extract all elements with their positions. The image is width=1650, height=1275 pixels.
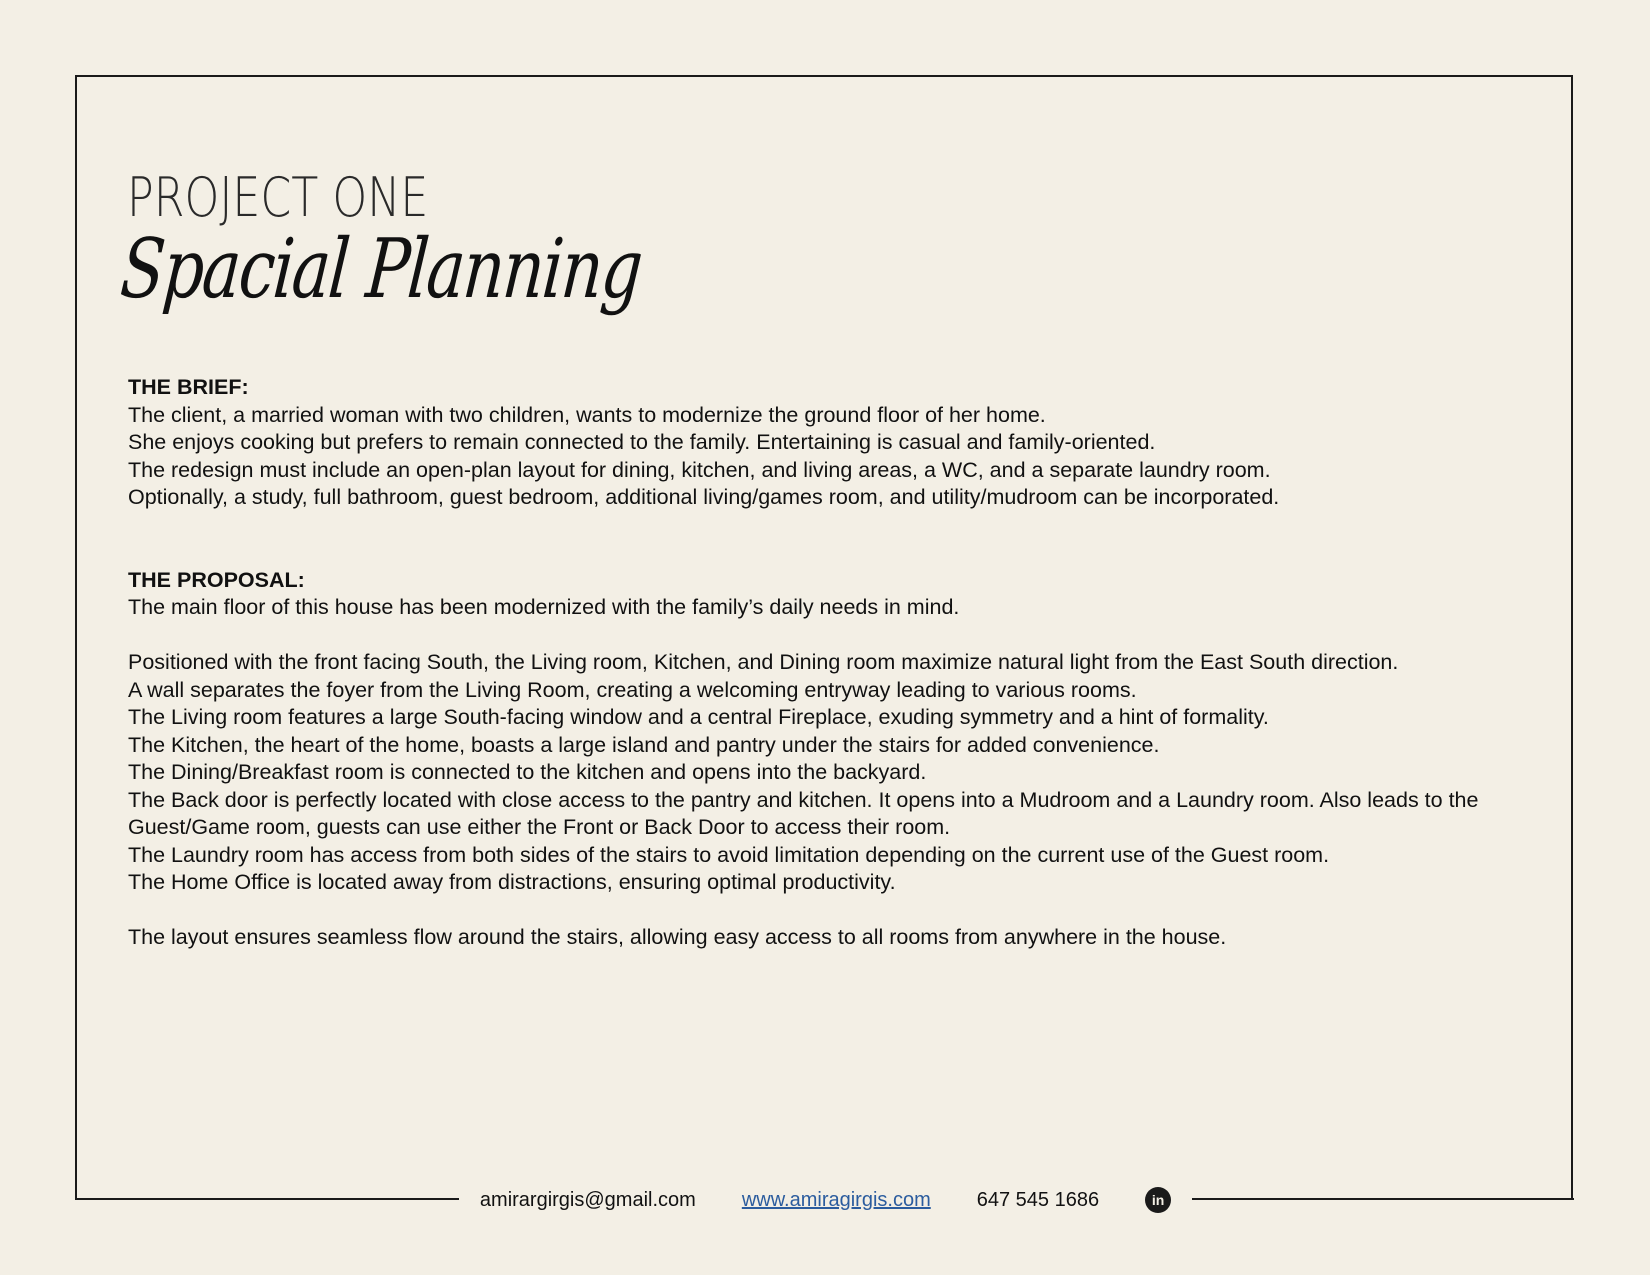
project-subtitle-script: Spacial Planning [117,222,645,317]
proposal-closing: The layout ensures seamless flow around the stairs, allowing easy access to all rooms from anywhere in the house. [128,925,1227,949]
proposal-line: The Back door is perfectly located with close access to the pantry and kitchen. It opens into a Mudroom and a Laundry room. Also leads to the Guest/Game room, guests can use either the Front or Back Door to access their room. [128,787,1479,839]
paragraph-spacer [128,622,1528,650]
main-content [128,374,1528,952]
brief-line: The redesign must include an open-plan layout for dining, kitchen, and living areas, a WC, and a separate laundry room. [128,457,1271,482]
proposal-line: The Dining/Breakfast room is connected to the kitchen and opens into the backyard. [128,760,927,784]
footer-email[interactable]: amirargirgis@gmail.com [479,1188,696,1211]
linkedin-icon[interactable]: in [1145,1187,1171,1213]
brief-line: She enjoys cooking but prefers to remain connected to the family. Entertaining is casual and family-oriented. [128,430,1156,454]
paragraph-spacer [128,897,1528,925]
proposal-line: A wall separates the foyer from the Living Room, creating a welcoming entryway leading to various rooms. [128,677,1137,702]
footer-website-link[interactable]: www.amiragirgis.com [741,1188,931,1211]
footer-contact [459,1185,1192,1215]
project-title: PROJECT ONE [127,166,429,229]
proposal-intro: The main floor of this house has been modernized with the family’s daily needs in mind. [128,595,960,619]
proposal-heading: THE PROPOSAL: [128,567,305,592]
footer-phone: 647 545 1686 [976,1188,1100,1211]
section-spacer [128,512,1528,567]
brief-line: The client, a married woman with two children, wants to modernize the ground floor of her home. [128,402,1046,427]
proposal-line: Positioned with the front facing South, the Living room, Kitchen, and Dining room maximize natural light from the East South direction. [128,650,1399,674]
brief-heading: THE BRIEF: [128,375,249,399]
proposal-line: The Kitchen, the heart of the home, boasts a large island and pantry under the stairs for added convenience. [128,732,1160,757]
brief-line: Optionally, a study, full bathroom, guest bedroom, additional living/games room, and utility/mudroom can be incorporated. [128,485,1280,509]
proposal-line: The Laundry room has access from both sides of the stairs to avoid limitation depending on the current use of the Guest room. [128,842,1330,867]
proposal-line: The Living room features a large South-facing window and a central Fireplace, exuding symmetry and a hint of formality. [128,705,1269,729]
proposal-line: The Home Office is located away from distractions, ensuring optimal productivity. [128,870,896,894]
footer-rule-left [75,1198,459,1200]
footer-rule-right [1192,1198,1574,1200]
